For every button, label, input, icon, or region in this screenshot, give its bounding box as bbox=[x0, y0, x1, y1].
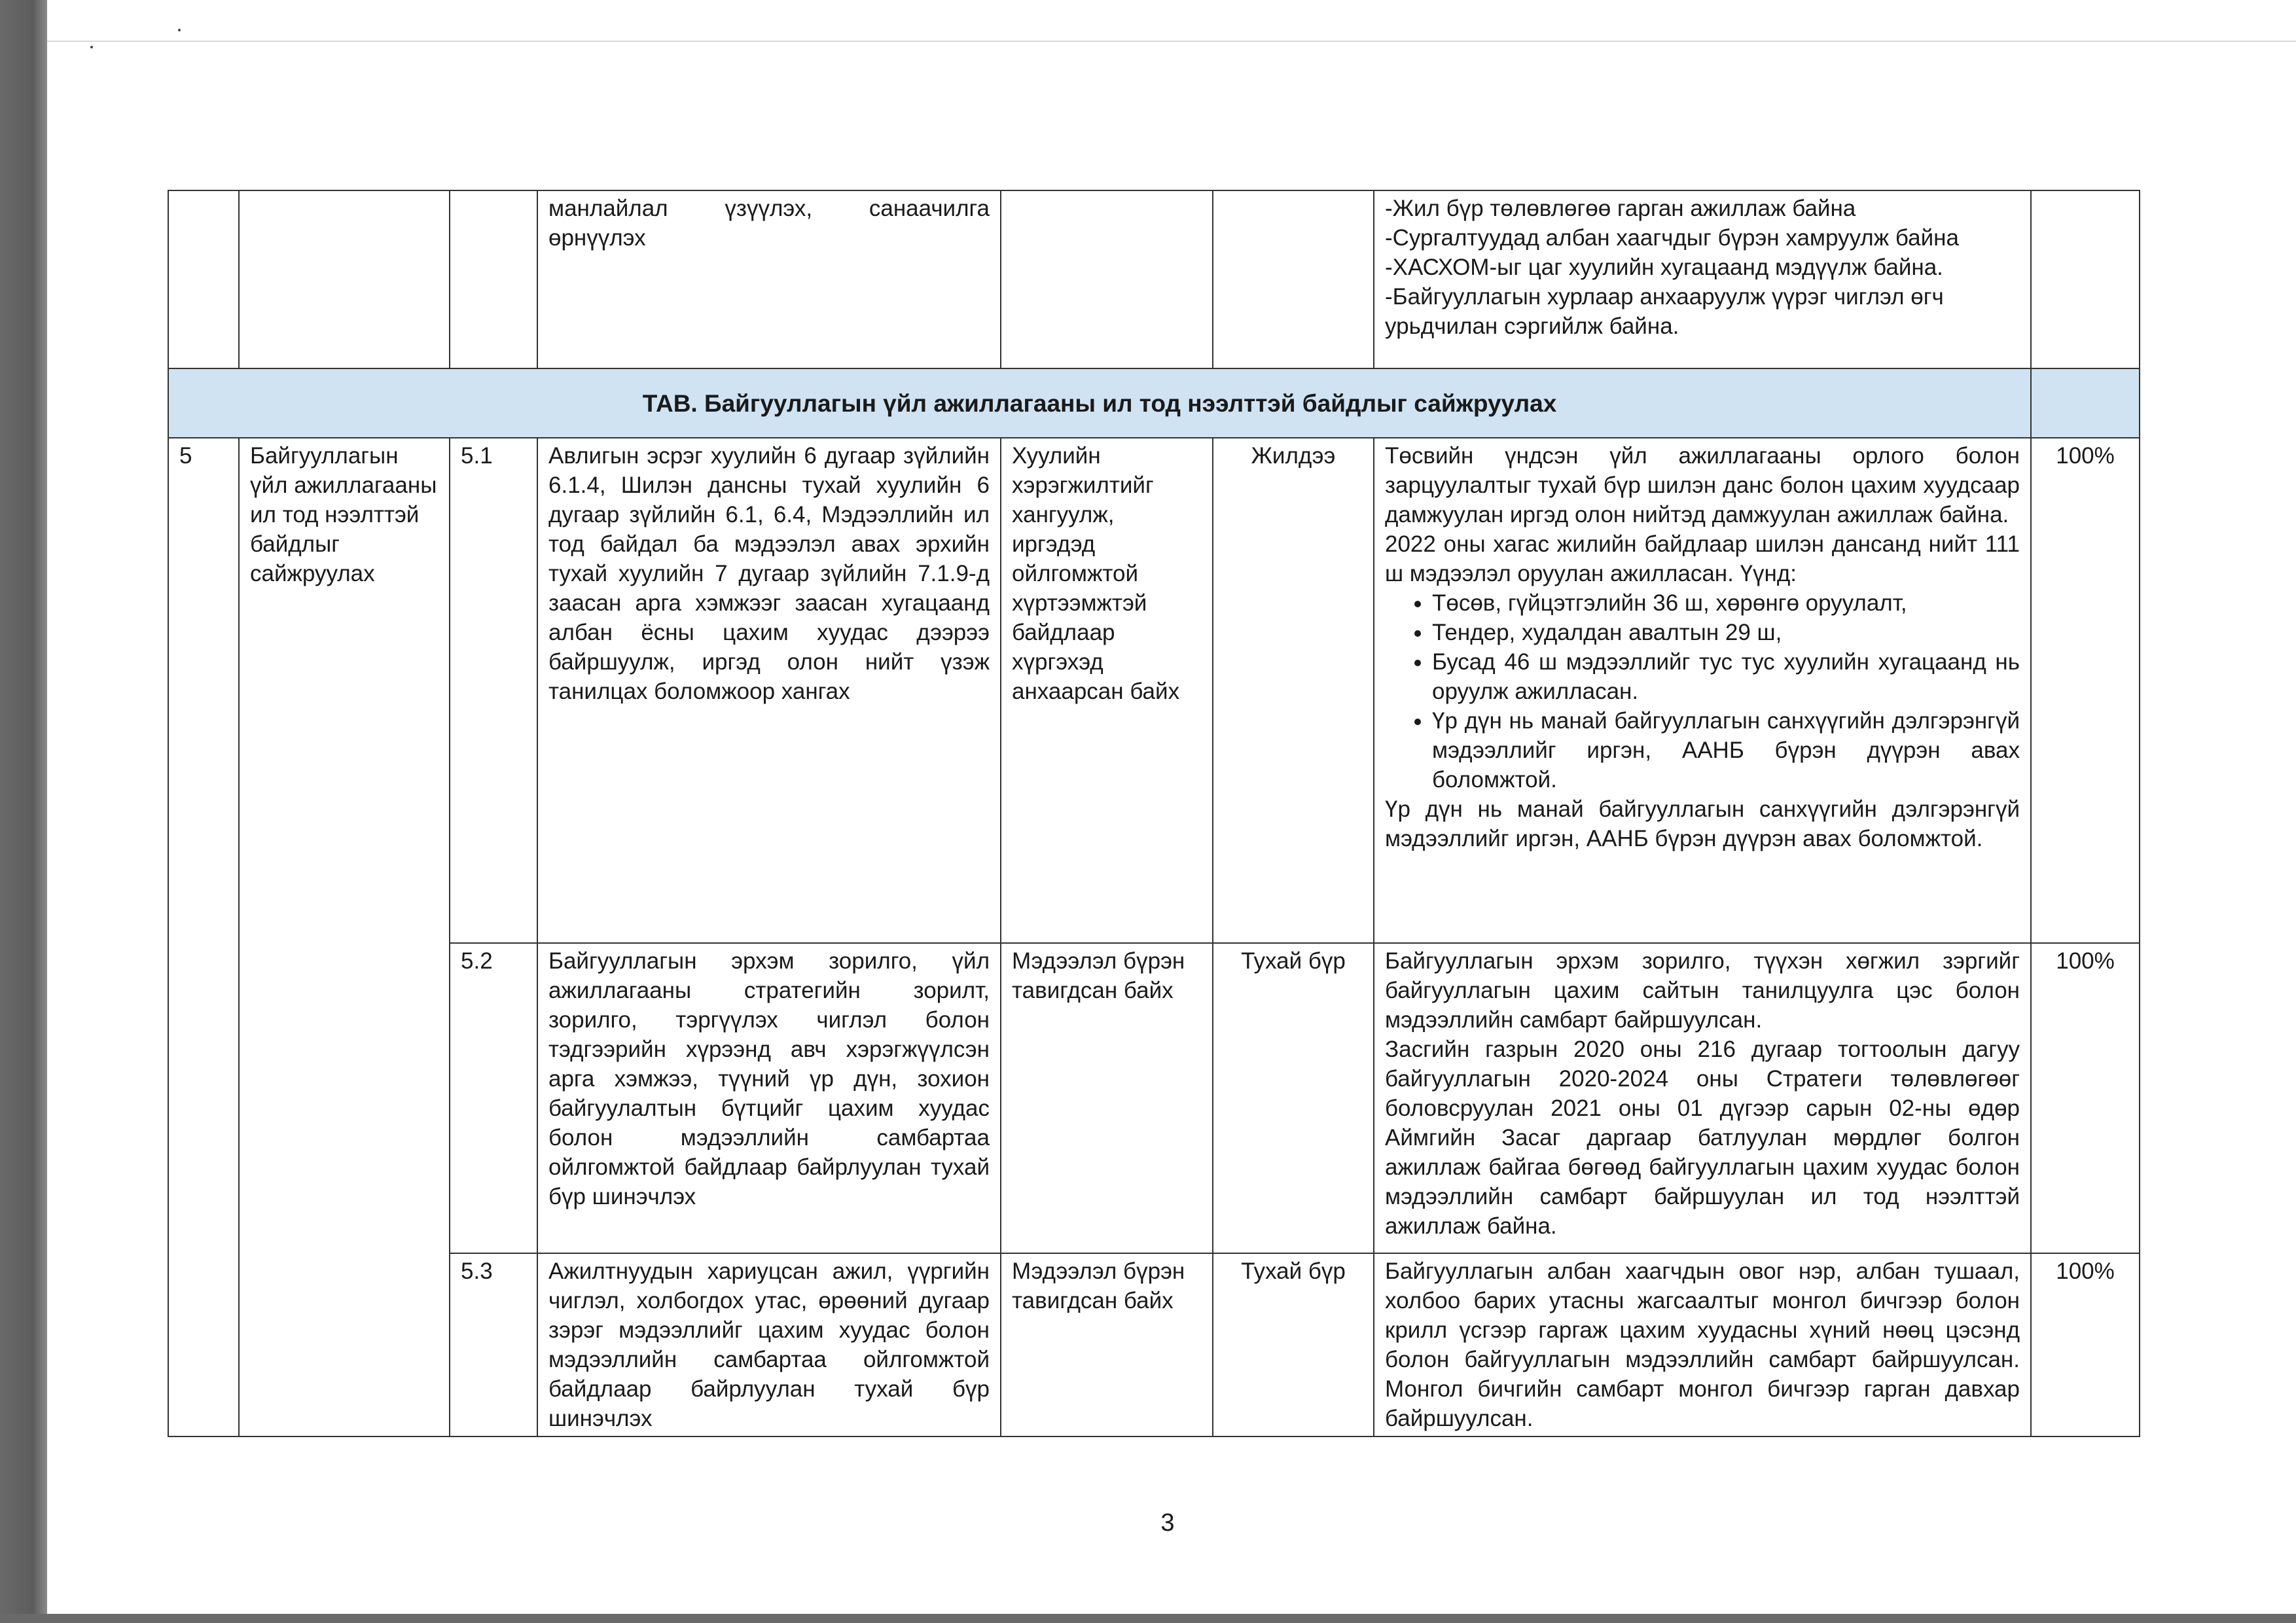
cell-frequency: Тухай бүр bbox=[1213, 1253, 1374, 1436]
cell-code: 5.1 bbox=[450, 438, 537, 943]
list-item: • Төсөв, гүйцэтгэлийн 36 ш, хөрөнгө оруулалт, bbox=[1432, 588, 2020, 618]
section-title: ТАВ. Байгууллагын үйл ажиллагааны ил тод нээлттэй байдлыг сайжруулах bbox=[168, 368, 2031, 438]
cell-criteria bbox=[1001, 190, 1213, 368]
cell-frequency: Тухай бүр bbox=[1213, 943, 1374, 1253]
continuation-row bbox=[168, 190, 2140, 368]
scan-speck bbox=[178, 29, 181, 31]
cell-criteria: Мэдээлэл бүрэн тавигдсан байх bbox=[1001, 1253, 1213, 1436]
list-item: • Тендер, худалдан авалтын 29 ш, bbox=[1432, 618, 2020, 647]
scan-left-edge bbox=[0, 0, 47, 1623]
cell-criteria: Хуулийн хэрэгжилтийг хангуулж, иргэдэд ойлгомжтой хүртээмжтэй байдлаар хүргэхэд анхаарсан байх bbox=[1001, 438, 1213, 943]
list-item: • Үр дүн нь манай байгууллагын санхүүгийн дэлгэрэнгүй мэдээллийг иргэн, ААНБ бүрэн дүүрэн авах боломжтой. bbox=[1432, 706, 2020, 794]
cell-code bbox=[450, 190, 537, 368]
table-row bbox=[168, 1253, 2140, 1436]
cell-progress: Байгууллагын албан хаагчдын овог нэр, албан тушаал, холбоо барих утасны жагсаалтыг монгол бичгээр болон крилл үсгээр гаргаж цахим хуудасны хүний нөөц цэсэнд болон байгууллагын мэдээллийн самбарт байршуулсан. Монгол бичгийн самбарт монгол бичгээр гарган давхар байршуулсан. bbox=[1374, 1253, 2031, 1436]
cell-progress bbox=[1374, 943, 2031, 1253]
scan-speck bbox=[90, 46, 93, 48]
scan-top-line bbox=[47, 41, 2296, 42]
cell-percent: 100% bbox=[2031, 1253, 2140, 1436]
cell-frequency: Жилдээ bbox=[1213, 438, 1374, 943]
cell-percent bbox=[2031, 190, 2140, 368]
progress-outro: Үр дүн нь манай байгууллагын санхүүгийн дэлгэрэнгүй мэдээллийг иргэн, ААНБ бүрэн дүүрэн авах боломжтой. bbox=[1385, 796, 2020, 851]
cell-progress bbox=[1374, 438, 2031, 943]
progress-line: -Жил бүр төлөвлөгөө гарган ажиллаж байна bbox=[1385, 196, 1856, 221]
progress-intro: Байгууллагын эрхэм зорилго, түүхэн хөгжил зэргийг байгууллагын цахим сайтын танилцуулга цэс болон мэдээллийн самбарт байршуулсан. bbox=[1385, 948, 2020, 1033]
cell-percent: 100% bbox=[2031, 943, 2140, 1253]
cell-activity: Авлигын эсрэг хуулийн 6 дугаар зүйлийн 6.1.4, Шилэн дансны тухай хуулийн 6 дугаар зүйлийн 6.1, 6.4, Мэдээллийн ил тод байдал ба мэдээлэл авах эрхийн тухай хуулийн 7 дугаар зүйлийн 7.1.9-д заасан арга хэмжээг заасан хугацаанд албан ёсны цахим хуудас дээрээ байршуулж, иргэд олон нийт үзэж танилцах боломжоор хангах bbox=[537, 438, 1001, 943]
plan-table bbox=[168, 190, 2140, 1437]
cell-activity: Ажилтнуудын хариуцсан ажил, үүргийн чиглэл, холбогдох утас, өрөөний дугаар зэрэг мэдээллийг цахим хуудас болон мэдээллийн самбартаа ойлгомжтой байдлаар байрлуулан тухай бүр шинэчлэх bbox=[537, 1253, 1001, 1436]
cell-percent: 100% bbox=[2031, 438, 2140, 943]
list-item: • Бусад 46 ш мэдээллийг тус тус хуулийн хугацаанд нь оруулж ажилласан. bbox=[1432, 647, 2020, 706]
progress-year: 2022 оны хагас жилийн байдлаар шилэн дансанд нийт 111 ш мэдээлэл оруулан ажилласан. Үүнд: bbox=[1385, 531, 2020, 586]
progress-intro: Төсвийн үндсэн үйл ажиллагааны орлого болон зарцуулалтыг тухай бүр шилэн данс болон цахим хуудсаар дамжуулан иргэд олон нийтэд дамжуулан ажиллаж байна. bbox=[1385, 443, 2020, 527]
cell-code: 5.3 bbox=[450, 1253, 537, 1436]
progress-outro: Засгийн газрын 2020 оны 216 дугаар тогтоолын дагуу байгууллагын 2020-2024 оны Стратеги төлөвлөгөөг боловсруулан 2021 оны 01 дүгээр сарын 02-ны өдөр Аймгийн Засаг даргаар батлуулан мөрдлөг болгон ажиллаж байгаа бөгөөд байгууллагын цахим хуудас болон мэдээллийн самбарт байршуулан ил тод нээлттэй ажиллаж байна. bbox=[1385, 1037, 2020, 1239]
cell-objective bbox=[239, 190, 450, 368]
table-row bbox=[168, 943, 2140, 1253]
progress-bullet-list bbox=[1385, 588, 2020, 794]
cell-activity: манлайлал үзүүлэх, санаачилга өрнүүлэх bbox=[537, 190, 1001, 368]
section-title-empty bbox=[2031, 368, 2140, 438]
cell-code: 5.2 bbox=[450, 943, 537, 1253]
cell-frequency bbox=[1213, 190, 1374, 368]
page-number: 3 bbox=[1160, 1509, 1175, 1537]
progress-line: -Байгууллагын хурлаар анхааруулж үүрэг чиглэл өгч урьдчилан сэргийлж байна. bbox=[1385, 284, 1944, 339]
cell-number bbox=[168, 190, 239, 368]
cell-objective: Байгууллагын үйл ажиллагааны ил тод нээлттэй байдлыг сайжруулах bbox=[239, 438, 450, 1436]
cell-criteria: Мэдээлэл бүрэн тавигдсан байх bbox=[1001, 943, 1213, 1253]
progress-line: -ХАСХОМ-ыг цаг хуулийн хугацаанд мэдүүлж байна. bbox=[1385, 255, 1943, 280]
cell-progress bbox=[1374, 190, 2031, 368]
cell-number: 5 bbox=[168, 438, 239, 1436]
progress-line: -Сургалтуудад албан хаагчдыг бүрэн хамруулж байна bbox=[1385, 225, 1959, 251]
scan-bottom-edge bbox=[0, 1614, 2296, 1623]
table-row bbox=[168, 438, 2140, 943]
section-header-row bbox=[168, 368, 2140, 438]
cell-activity: Байгууллагын эрхэм зорилго, үйл ажиллагааны стратегийн зорилт, зорилго, тэргүүлэх чиглэл болон тэдгээрийн хүрээнд авч хэрэгжүүлсэн арга хэмжээ, түүний үр дүн, зохион байгуулалтын бүтцийг цахим хуудас болон мэдээллийн самбартаа ойлгомжтой байдлаар байрлуулан тухай бүр шинэчлэх bbox=[537, 943, 1001, 1253]
